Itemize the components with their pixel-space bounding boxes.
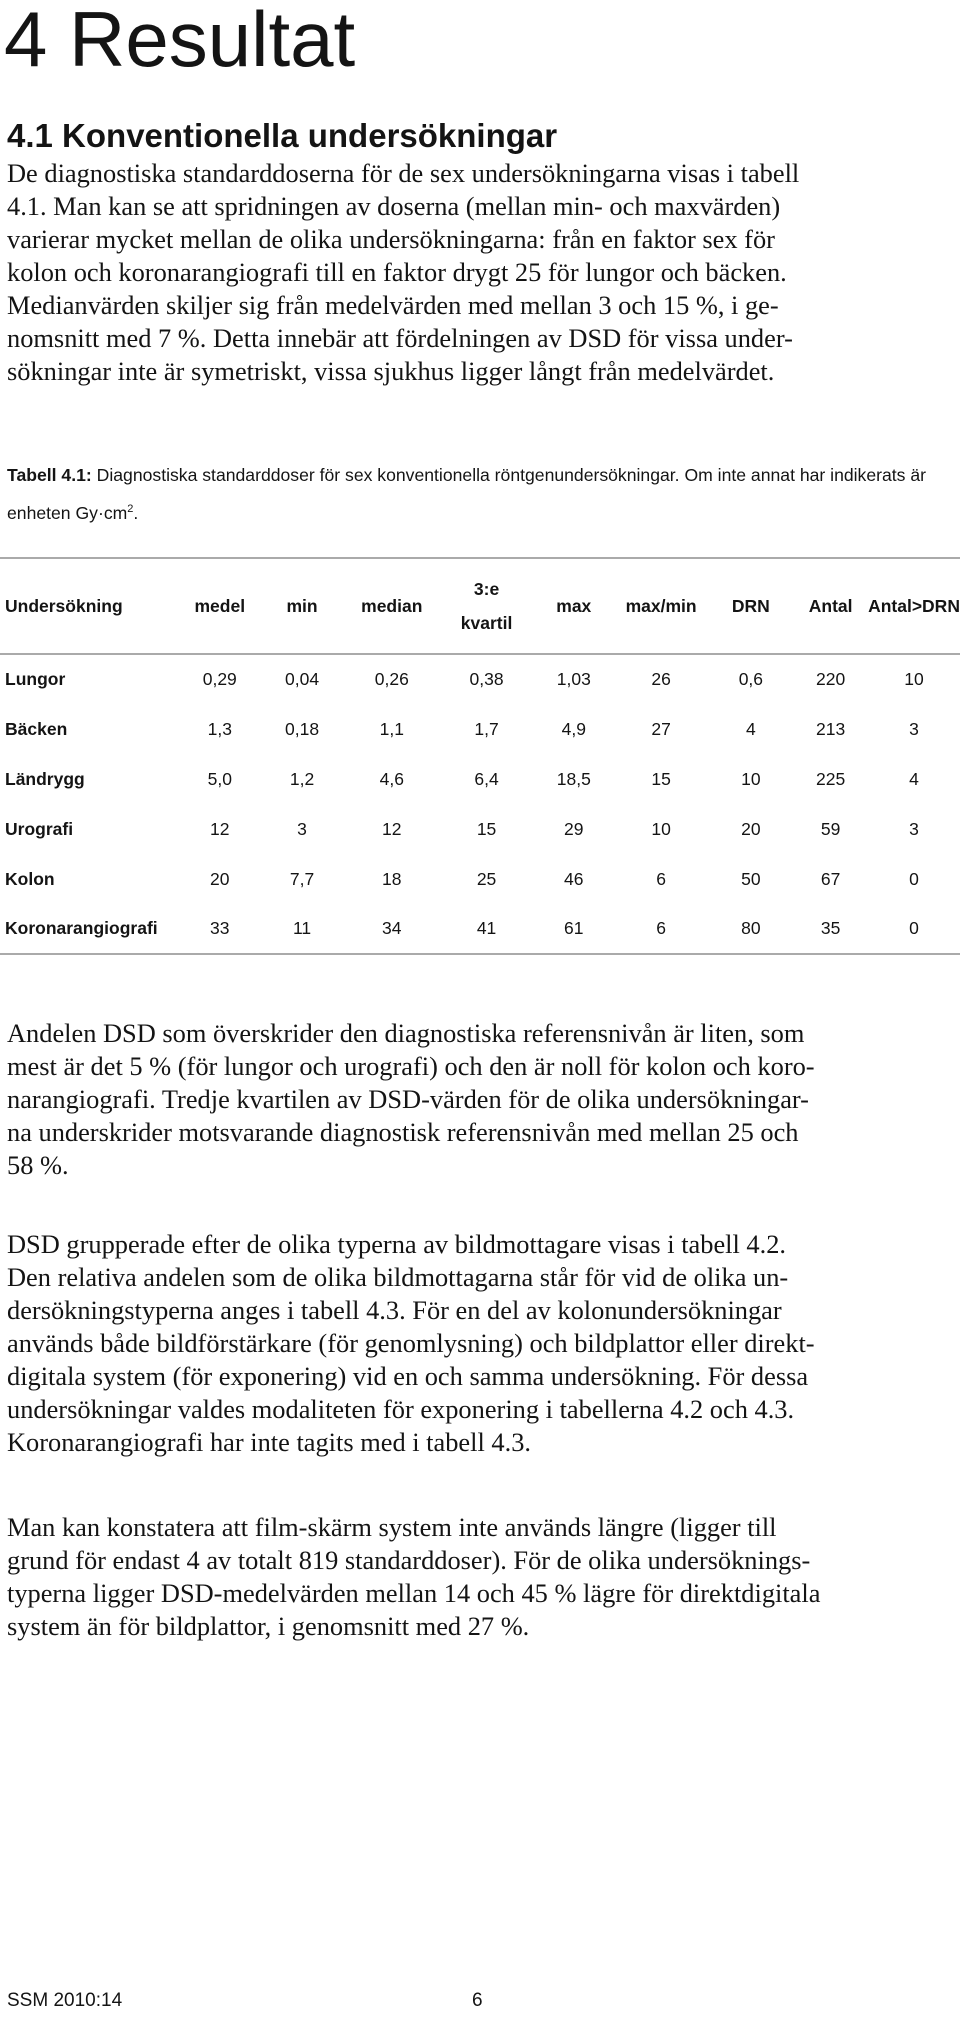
table-cell: 7,7 [289, 868, 315, 889]
table-cell: 0,04 [285, 669, 320, 689]
table-cell: 6 [656, 918, 666, 938]
table-cell: 59 [820, 818, 841, 839]
table-cell: 35 [820, 918, 841, 938]
table-cell: 25 [476, 868, 497, 889]
table-cell: 15 [651, 768, 671, 789]
table-cell: 0,18 [285, 718, 320, 739]
table-row-label: Bäcken [5, 718, 68, 739]
paragraph-line: Medianvärden skiljer sig från medelvärden med mellan 3 och 15 %, i ge- [7, 290, 779, 320]
table-cell: 10 [651, 818, 671, 839]
paragraph-line: narangiografi. Tredje kvartilen av DSD-värden för de olika undersökningar- [7, 1084, 809, 1114]
table-cell: 50 [741, 868, 761, 889]
table-cell: 4 [909, 768, 919, 789]
paragraph-film-screen [7, 1511, 957, 1643]
table-cell: 10 [741, 768, 761, 789]
table-row-label: Ländrygg [5, 768, 85, 789]
table-row [0, 654, 960, 704]
table-caption-text: Diagnostiska standarddoser för sex konventionella röntgenundersökningar. Om inte annat har indikerats är enheten Gy·cm [7, 465, 926, 523]
table-cell: 213 [816, 718, 846, 739]
header-max-min: max/min [614, 558, 709, 654]
table-cell: 34 [382, 918, 402, 938]
paragraph-line: dersökningstyperna anges i tabell 4.3. För en del av kolonundersökningar [7, 1295, 782, 1325]
table-row-label: Kolon [5, 868, 55, 889]
table-caption [7, 458, 947, 530]
paragraph-line: Koronarangiografi har inte tagits med i tabell 4.3. [7, 1427, 531, 1457]
table-cell: 0,29 [202, 669, 237, 689]
header-drn: DRN [709, 558, 794, 654]
paragraph-line: kolon och koronarangiografi till en faktor drygt 25 för lungor och bäcken. [7, 257, 787, 287]
paragraph-drn-share [7, 1017, 957, 1182]
paragraph-line: används både bildförstärkare (för genomlysning) och bildplattor eller direkt- [7, 1328, 815, 1358]
paragraph-line: Andelen DSD som överskrider den diagnostiska referensnivån är liten, som [7, 1018, 805, 1048]
paragraph-line: grund för endast 4 av totalt 819 standarddoser). För de olika undersöknings- [7, 1545, 811, 1575]
table-caption-label: Tabell 4.1: [7, 465, 92, 485]
table-header-row [0, 558, 960, 654]
table-row-label: Urografi [5, 818, 74, 839]
table-cell: 0,6 [738, 669, 764, 689]
header-antal: Antal [793, 558, 868, 654]
header-medel: medel [180, 558, 260, 654]
paragraph-line: mest är det 5 % (för lungor och urografi) och den är noll för kolon och koro- [7, 1051, 815, 1081]
table-cell: 15 [476, 818, 497, 839]
table-cell: 1,03 [556, 669, 591, 689]
dose-table [0, 557, 960, 955]
paragraph-line: na underskrider motsvarande diagnostisk referensnivån med mellan 25 och [7, 1117, 799, 1147]
table-cell: 20 [741, 818, 761, 839]
table-cell: 3 [297, 818, 307, 839]
table-cell: 225 [816, 768, 846, 789]
header-3e: 3:e [473, 579, 500, 599]
header-antal-over-drn: Antal>DRN [868, 558, 960, 654]
table-cell: 61 [564, 918, 584, 938]
table-cell: 4,6 [379, 768, 404, 789]
table-cell: 0 [909, 918, 919, 938]
table-cell: 4,9 [561, 718, 586, 739]
header-max: max [534, 558, 614, 654]
table-cell: 6 [656, 868, 666, 889]
paragraph-line: 4.1. Man kan se att spridningen av doserna (mellan min- och maxvärden) [7, 191, 781, 221]
table-cell: 46 [564, 868, 584, 889]
paragraph-receptor-types [7, 1228, 957, 1459]
table-caption-superscript: 2 [127, 503, 134, 515]
table-row-label: Koronarangiografi [5, 918, 158, 938]
table-cell: 1,7 [474, 718, 499, 739]
chapter-title: 4 Resultat [4, 0, 356, 83]
paragraph-line: Den relativa andelen som de olika bildmottagarna står för vid de olika un- [7, 1262, 789, 1292]
paragraph-line: sökningar inte är symetriskt, vissa sjukhus ligger långt från medelvärdet. [7, 356, 775, 386]
paragraph-line: varierar mycket mellan de olika undersökningarna: från en faktor sex för [7, 224, 775, 254]
table-cell: 220 [816, 669, 846, 689]
footer-report-id: SSM 2010:14 [7, 1990, 123, 2011]
table-row-label: Lungor [5, 669, 66, 689]
table-cell: 41 [476, 918, 497, 938]
header-median: median [344, 558, 439, 654]
table-cell: 3 [909, 718, 919, 739]
table-cell: 26 [651, 669, 671, 689]
table-caption-end: . [133, 502, 139, 523]
paragraph-line: typerna ligger DSD-medelvärden mellan 14 och 45 % lägre för direktdigitala [7, 1578, 821, 1608]
table-cell: 3 [909, 818, 919, 839]
table-cell: 4 [746, 718, 756, 739]
table-cell: 18 [382, 868, 402, 889]
table-row [0, 754, 960, 804]
table-cell: 0,38 [469, 669, 504, 689]
table-row [0, 904, 960, 954]
table-row [0, 854, 960, 904]
table-cell: 20 [210, 868, 230, 889]
table-row [0, 704, 960, 754]
section-heading: 4.1 Konventionella undersökningar [7, 117, 558, 154]
table-cell: 0 [909, 868, 919, 889]
paragraph-line: system än för bildplattor, i genomsnitt med 27 %. [7, 1611, 530, 1641]
paragraph-line: undersökningar valdes modaliteten för exponering i tabellerna 4.2 och 4.3. [7, 1394, 795, 1424]
table-cell: 1,3 [207, 718, 232, 739]
table-row [0, 804, 960, 854]
table-cell: 5,0 [207, 768, 232, 789]
paragraph-line: nomsnitt med 7 %. Detta innebär att fördelningen av DSD för vissa under- [7, 323, 793, 353]
table-cell: 33 [210, 918, 230, 938]
paragraph-line: Man kan konstatera att film-skärm system inte används längre (ligger till [7, 1512, 777, 1542]
header-min: min [260, 558, 345, 654]
table-cell: 11 [292, 918, 312, 938]
header-kvartil: kvartil [460, 613, 513, 633]
footer-page-number: 6 [472, 1990, 483, 2011]
paragraph-intro [7, 157, 957, 388]
table-cell: 29 [564, 818, 584, 839]
table-cell: 10 [904, 669, 924, 689]
table-cell: 80 [741, 918, 761, 938]
table-cell: 27 [651, 718, 671, 739]
table-cell: 1,1 [379, 718, 404, 739]
table-cell: 6,4 [474, 768, 499, 789]
paragraph-line: 58 %. [7, 1150, 69, 1180]
header-undersokning: Undersökning [0, 558, 180, 654]
table-cell: 12 [382, 818, 402, 839]
table-cell: 1,2 [289, 768, 315, 789]
table-cell: 67 [820, 868, 841, 889]
table-cell: 0,26 [374, 669, 409, 689]
header-3e-kvartil [439, 558, 534, 654]
paragraph-line: DSD grupperade efter de olika typerna av bildmottagare visas i tabell 4.2. [7, 1229, 787, 1259]
paragraph-line: De diagnostiska standarddoserna för de sex undersökningarna visas i tabell [7, 158, 800, 188]
paragraph-line: digitala system (för exponering) vid en och samma undersökning. För dessa [7, 1361, 809, 1391]
table-cell: 12 [210, 818, 230, 839]
table-cell: 18,5 [556, 768, 591, 789]
